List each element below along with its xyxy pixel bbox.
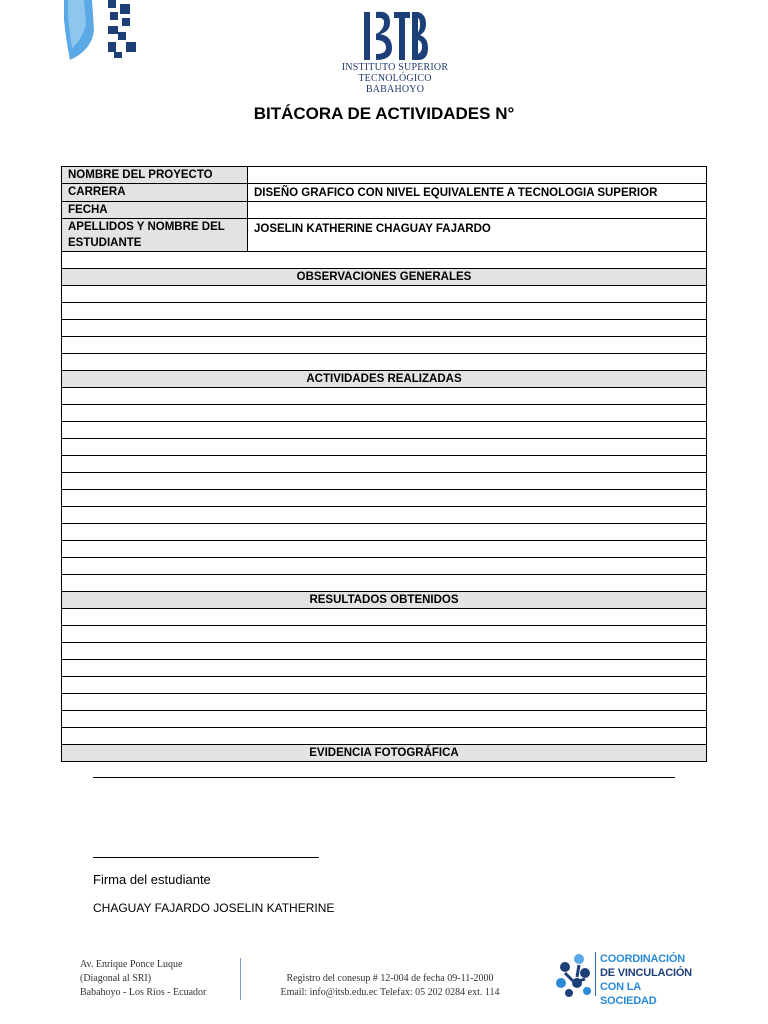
coord-line1: COORDINACIÓN xyxy=(600,953,685,965)
project-row xyxy=(62,167,707,184)
observation-line[interactable] xyxy=(62,303,707,320)
institution-logo xyxy=(330,10,460,95)
signature-label: Firma del estudiante xyxy=(93,872,211,887)
activity-row xyxy=(62,541,707,558)
coord-text xyxy=(600,952,695,1008)
student-name: CHAGUAY FAJARDO JOSELIN KATHERINE xyxy=(93,901,335,915)
signature-line xyxy=(93,857,319,858)
evidence-divider xyxy=(93,777,675,778)
project-value[interactable] xyxy=(248,167,707,184)
observation-line[interactable] xyxy=(62,320,707,337)
activity-line[interactable] xyxy=(62,388,707,405)
result-line[interactable] xyxy=(62,643,707,660)
activity-row xyxy=(62,439,707,456)
activity-line[interactable] xyxy=(62,575,707,592)
institution-name-line2: TECNOLÓGICO BABAHOYO xyxy=(358,73,432,95)
result-row xyxy=(62,660,707,677)
project-label: NOMBRE DEL PROYECTO xyxy=(62,167,248,184)
section-header-row xyxy=(62,592,707,609)
student-label-line1: APELLIDOS Y NOMBRE DEL xyxy=(68,221,225,233)
results-header: RESULTADOS OBTENIDOS xyxy=(62,592,707,609)
observation-line[interactable] xyxy=(62,337,707,354)
section-header-row xyxy=(62,745,707,762)
evidence-header: EVIDENCIA FOTOGRÁFICA xyxy=(62,745,707,762)
result-row xyxy=(62,626,707,643)
result-row xyxy=(62,728,707,745)
activity-line[interactable] xyxy=(62,558,707,575)
result-row xyxy=(62,694,707,711)
footer-address xyxy=(80,958,206,1000)
footer-registry xyxy=(270,972,510,1000)
result-line[interactable] xyxy=(62,711,707,728)
people-network-icon xyxy=(555,953,593,997)
blank-line[interactable] xyxy=(62,252,707,269)
result-line[interactable] xyxy=(62,694,707,711)
activity-row xyxy=(62,524,707,541)
activity-line[interactable] xyxy=(62,541,707,558)
result-line[interactable] xyxy=(62,728,707,745)
registry-text: Registro del conesup # 12-004 de fecha 09-11-2000 xyxy=(286,973,494,984)
student-value[interactable]: JOSELIN KATHERINE CHAGUAY FAJARDO xyxy=(248,219,707,252)
date-label: FECHA xyxy=(62,202,248,219)
address-line1: Av. Enrique Ponce Luque xyxy=(80,959,183,970)
date-value[interactable] xyxy=(248,202,707,219)
activity-line[interactable] xyxy=(62,439,707,456)
coord-line3: CON LA SOCIEDAD xyxy=(600,981,657,1007)
observations-header: OBSERVACIONES GENERALES xyxy=(62,269,707,286)
result-row xyxy=(62,711,707,728)
date-row xyxy=(62,202,707,219)
activity-row xyxy=(62,473,707,490)
result-line[interactable] xyxy=(62,609,707,626)
observation-row xyxy=(62,354,707,371)
career-value[interactable]: DISEÑO GRAFICO CON NIVEL EQUIVALENTE A TECNOLOGIA SUPERIOR xyxy=(248,184,707,202)
activities-header: ACTIVIDADES REALIZADAS xyxy=(62,371,707,388)
activity-row xyxy=(62,507,707,524)
coordination-logo xyxy=(555,950,695,1007)
career-row xyxy=(62,184,707,202)
activity-row xyxy=(62,422,707,439)
coord-divider xyxy=(595,952,596,996)
activity-row xyxy=(62,456,707,473)
activity-row xyxy=(62,558,707,575)
corner-brand-mark xyxy=(62,0,142,62)
student-label xyxy=(62,219,248,252)
student-label-line2: ESTUDIANTE xyxy=(68,237,142,249)
activity-row xyxy=(62,388,707,405)
observation-row xyxy=(62,320,707,337)
blank-row xyxy=(62,252,707,269)
activity-line[interactable] xyxy=(62,524,707,541)
observation-row xyxy=(62,286,707,303)
activity-line[interactable] xyxy=(62,490,707,507)
student-row xyxy=(62,219,707,252)
page-title: BITÁCORA DE ACTIVIDADES N° xyxy=(253,104,515,123)
observation-row xyxy=(62,337,707,354)
contact-text: Email: info@itsb.edu.ec Telefax: 05 202 0284 ext. 114 xyxy=(280,987,500,998)
activity-row xyxy=(62,490,707,507)
result-line[interactable] xyxy=(62,626,707,643)
student-info-table xyxy=(61,166,707,252)
activity-row xyxy=(62,405,707,422)
career-label: CARRERA xyxy=(62,184,248,202)
activity-line[interactable] xyxy=(62,405,707,422)
address-line3: Babahoyo - Los Ríos - Ecuador xyxy=(80,987,207,998)
observation-row xyxy=(62,303,707,320)
istb-logo-mark xyxy=(362,10,428,62)
result-line[interactable] xyxy=(62,660,707,677)
result-line[interactable] xyxy=(62,677,707,694)
result-row xyxy=(62,677,707,694)
institution-name-line1: INSTITUTO SUPERIOR xyxy=(341,62,449,73)
section-header-row xyxy=(62,371,707,388)
activity-line[interactable] xyxy=(62,507,707,524)
coord-line2: DE VINCULACIÓN xyxy=(600,967,692,979)
activity-line[interactable] xyxy=(62,456,707,473)
log-sections-table xyxy=(61,251,707,762)
activity-row xyxy=(62,575,707,592)
observation-line[interactable] xyxy=(62,354,707,371)
footer-divider xyxy=(240,958,241,1000)
observation-line[interactable] xyxy=(62,286,707,303)
activity-line[interactable] xyxy=(62,473,707,490)
activity-line[interactable] xyxy=(62,422,707,439)
address-line2: (Diagonal al SRI) xyxy=(80,973,152,984)
result-row xyxy=(62,609,707,626)
section-header-row xyxy=(62,269,707,286)
result-row xyxy=(62,643,707,660)
